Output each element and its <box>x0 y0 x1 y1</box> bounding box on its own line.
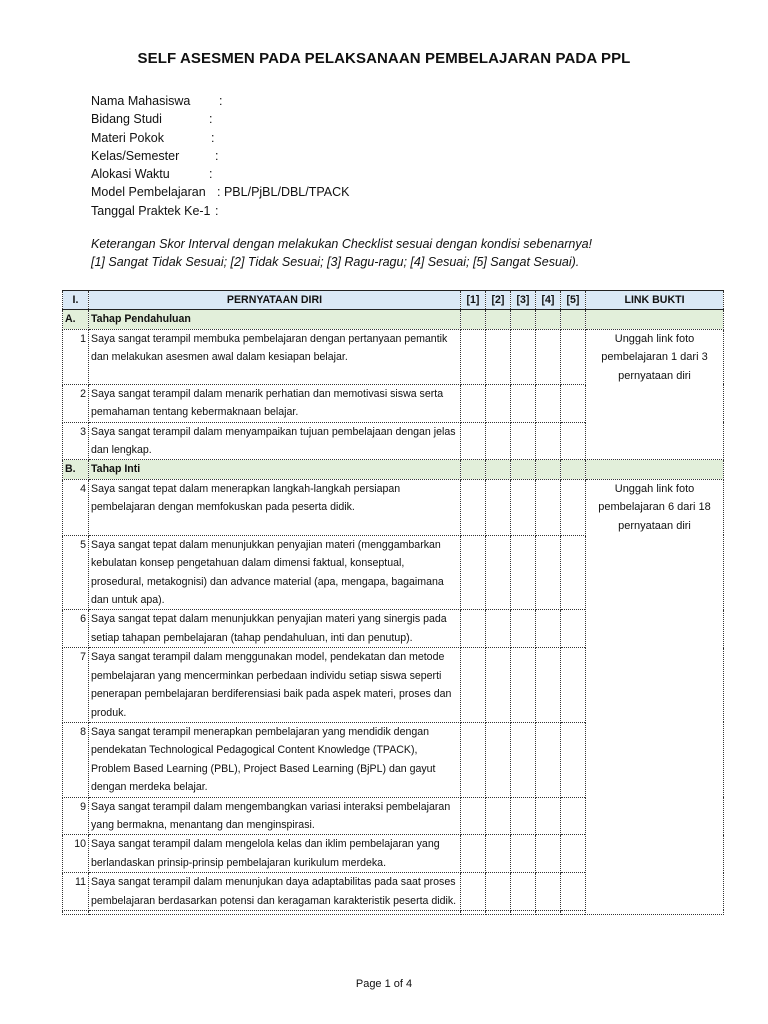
field-label: Tanggal Praktek Ke-1 <box>91 203 211 218</box>
score-cell-4[interactable] <box>536 384 561 422</box>
score-cell-3[interactable] <box>511 422 536 460</box>
section-code: B. <box>63 460 89 479</box>
section-row-inti <box>63 460 724 479</box>
score-cell-5[interactable] <box>561 873 586 911</box>
score-cell-4[interactable] <box>536 835 561 873</box>
score-cell-2[interactable] <box>486 873 511 911</box>
score-cell-2[interactable] <box>486 479 511 535</box>
score-cell-1[interactable] <box>461 797 486 835</box>
field-tanggal-praktek <box>91 202 349 220</box>
header-score-2: [2] <box>486 291 511 310</box>
row-statement: Saya sangat tepat dalam menunjukkan penyajian materi yang sinergis pada setiap tahapan pembelajaran (tahap pendahuluan, inti dan penutup). <box>89 610 461 648</box>
table-row <box>63 479 724 535</box>
score-cell-5[interactable] <box>561 610 586 648</box>
header-score-5: [5] <box>561 291 586 310</box>
score-cell-4[interactable] <box>536 722 561 797</box>
section-row-pendahuluan <box>63 310 724 329</box>
section-title: Tahap Inti <box>89 460 461 479</box>
page-footer: Page 1 of 4 <box>355 978 413 990</box>
score-cell-5[interactable] <box>561 797 586 835</box>
header-score-4: [4] <box>536 291 561 310</box>
section-code: A. <box>63 310 89 329</box>
field-nama-mahasiswa <box>91 92 349 110</box>
score-cell-1[interactable] <box>461 329 486 384</box>
score-cell-4[interactable] <box>536 329 561 384</box>
row-statement: Saya sangat tepat dalam menunjukkan penyajian materi (menggambarkan kebulatan konsep pengetahuan dalam dimensi faktual, konseptual, prosedural, metakognisi) dan advance material (apa, mengapa, bagaimana dan untuk apa). <box>89 535 461 610</box>
header-link: LINK BUKTI <box>586 291 724 310</box>
row-number: 7 <box>63 648 89 723</box>
field-label: Kelas/Semester <box>91 148 180 163</box>
score-note <box>91 236 592 271</box>
score-cell-2[interactable] <box>486 329 511 384</box>
score-cell-1[interactable] <box>461 873 486 911</box>
field-separator: : <box>211 130 215 145</box>
score-cell-5[interactable] <box>561 835 586 873</box>
note-line-2: [1] Sangat Tidak Sesuai; [2] Tidak Sesuai; [3] Ragu-ragu; [4] Sesuai; [5] Sangat Sesuai). <box>91 254 580 269</box>
score-cell-5[interactable] <box>561 384 586 422</box>
score-cell-1[interactable] <box>461 535 486 610</box>
header-no: I. <box>63 291 89 310</box>
link-evidence-cell[interactable]: Unggah link foto pembelajaran 1 dari 3 pernyataan diri <box>586 329 724 460</box>
score-cell-4[interactable] <box>536 648 561 723</box>
row-statement: Saya sangat tepat dalam menerapkan langkah-langkah persiapan pembelajaran dengan memfokuskan pada peserta didik. <box>89 479 461 535</box>
score-cell-3[interactable] <box>511 797 536 835</box>
score-cell-4[interactable] <box>536 873 561 911</box>
table-header-row <box>63 291 724 310</box>
row-number: 2 <box>63 384 89 422</box>
identity-fields <box>91 92 349 220</box>
row-statement: Saya sangat terampil dalam mengembangkan variasi interaksi pembelajaran yang bermakna, menantang dan menginspirasi. <box>89 797 461 835</box>
score-cell-1[interactable] <box>461 610 486 648</box>
row-statement: Saya sangat terampil dalam menggunakan model, pendekatan dan metode pembelajaran yang mencerminkan perbedaan individu setiap siswa seperti penerapan pembelajaran berdiferensiasi baik pada aspek materi, proses dan produk. <box>89 648 461 723</box>
section-title: Tahap Pendahuluan <box>89 310 461 329</box>
header-score-3: [3] <box>511 291 536 310</box>
field-separator: : <box>217 185 221 200</box>
score-cell-3[interactable] <box>511 329 536 384</box>
score-cell-1[interactable] <box>461 835 486 873</box>
score-cell-1[interactable] <box>461 479 486 535</box>
row-statement: Saya sangat terampil dalam menunjukan daya adaptabilitas pada saat proses pembelajaran berdasarkan potensi dan keragaman karakteristik peserta didik. <box>89 873 461 911</box>
score-cell-2[interactable] <box>486 797 511 835</box>
field-separator: : <box>209 112 213 127</box>
score-cell-5[interactable] <box>561 535 586 610</box>
score-cell-2[interactable] <box>486 422 511 460</box>
row-statement: Saya sangat terampil membuka pembelajaran dengan pertanyaan pemantik dan melakukan asesmen awal dalam kesiapan belajar. <box>89 329 461 384</box>
score-cell-2[interactable] <box>486 384 511 422</box>
row-number: 1 <box>63 329 89 384</box>
score-cell-3[interactable] <box>511 610 536 648</box>
field-model-pembelajaran <box>91 183 349 201</box>
score-cell-4[interactable] <box>536 610 561 648</box>
field-label: Model Pembelajaran <box>91 185 206 200</box>
header-statement: PERNYATAAN DIRI <box>89 291 461 310</box>
row-statement: Saya sangat terampil dalam menyampaikan tujuan pembelajaan dengan jelas dan lengkap. <box>89 422 461 460</box>
score-cell-1[interactable] <box>461 384 486 422</box>
row-statement: Saya sangat terampil menerapkan pembelajaran yang mendidik dengan pendekatan Technological Pedagogical Content Knowledge (TPACK), Problem Based Learning (PBL), Project Based Learning (BjPL) dan gayut dengan merdeka belajar. <box>89 722 461 797</box>
score-cell-5[interactable] <box>561 422 586 460</box>
row-statement: Saya sangat terampil dalam mengelola kelas dan iklim pembelajaran yang berlandaskan prinsip-prinsip pembelajaran kurikulum merdeka. <box>89 835 461 873</box>
score-cell-1[interactable] <box>461 648 486 723</box>
field-label: Alokasi Waktu <box>91 167 170 182</box>
score-cell-4[interactable] <box>536 479 561 535</box>
score-cell-2[interactable] <box>486 648 511 723</box>
score-cell-5[interactable] <box>561 479 586 535</box>
header-score-1: [1] <box>461 291 486 310</box>
score-cell-4[interactable] <box>536 797 561 835</box>
field-separator: : <box>209 167 213 182</box>
score-cell-2[interactable] <box>486 610 511 648</box>
field-separator: : <box>215 203 219 218</box>
field-bidang-studi <box>91 110 349 128</box>
score-cell-5[interactable] <box>561 329 586 384</box>
field-label: Nama Mahasiswa <box>91 94 191 108</box>
score-cell-4[interactable] <box>536 422 561 460</box>
document-title: SELF ASESMEN PADA PELAKSANAAN PEMBELAJARAN PADA PPL <box>137 50 631 67</box>
row-number: 11 <box>63 873 89 911</box>
score-cell-2[interactable] <box>486 835 511 873</box>
note-line-1: Keterangan Skor Interval dengan melakukan Checklist sesuai dengan kondisi sebenarnya! <box>91 237 593 251</box>
field-kelas-semester <box>91 147 349 165</box>
score-cell-3[interactable] <box>511 873 536 911</box>
score-cell-3[interactable] <box>511 535 536 610</box>
field-materi-pokok <box>91 129 349 147</box>
field-label: Bidang Studi <box>91 112 162 127</box>
self-assessment-table <box>62 290 724 915</box>
score-cell-5[interactable] <box>561 722 586 797</box>
link-evidence-cell[interactable]: Unggah link foto pembelajaran 6 dari 18 pernyataan diri <box>586 479 724 914</box>
score-cell-3[interactable] <box>511 479 536 535</box>
row-number: 4 <box>63 479 89 535</box>
score-cell-3[interactable] <box>511 384 536 422</box>
score-cell-2[interactable] <box>486 535 511 610</box>
field-value: PBL/PjBL/DBL/TPACK <box>223 185 350 200</box>
row-number: 5 <box>63 535 89 610</box>
row-number: 9 <box>63 797 89 835</box>
row-number: 8 <box>63 722 89 797</box>
row-number: 6 <box>63 610 89 648</box>
score-cell-2[interactable] <box>486 722 511 797</box>
score-cell-4[interactable] <box>536 535 561 610</box>
score-cell-5[interactable] <box>561 648 586 723</box>
row-number: 3 <box>63 422 89 460</box>
score-cell-3[interactable] <box>511 722 536 797</box>
score-cell-3[interactable] <box>511 835 536 873</box>
field-label: Materi Pokok <box>91 130 164 145</box>
field-separator: : <box>219 94 223 108</box>
row-statement: Saya sangat terampil dalam menarik perhatian dan memotivasi siswa serta pemahaman tentang kebermaknaan belajar. <box>89 384 461 422</box>
table-row <box>63 329 724 384</box>
score-cell-1[interactable] <box>461 422 486 460</box>
field-separator: : <box>215 148 219 163</box>
score-cell-3[interactable] <box>511 648 536 723</box>
row-number: 10 <box>63 835 89 873</box>
score-cell-1[interactable] <box>461 722 486 797</box>
field-alokasi-waktu <box>91 165 349 183</box>
